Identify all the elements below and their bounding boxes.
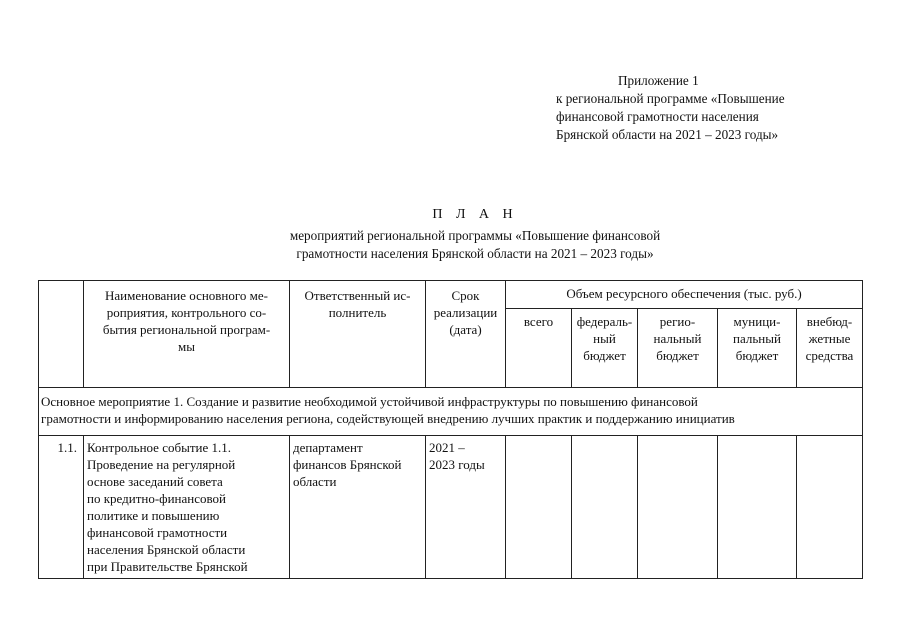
header-responsible: Ответственный ис- полнитель [290,281,426,388]
row-total [506,436,572,579]
plan-subtitle-line: мероприятий региональной программы «Повышение финансовой [289,228,661,243]
plan-title: П Л А Н [432,207,518,222]
header-name: Наименование основного ме- роприятия, контрольного со- бытия региональной програм- мы [84,281,290,388]
plan-subtitle-line: грамотности населения Брянской области на 2021 – 2023 годы» [296,246,654,261]
table-row [39,436,863,579]
header-term: Срок реализации (дата) [426,281,506,388]
row-responsible: департамент финансов Брянской области [290,436,426,579]
appendix-line: к региональной программе «Повышение [556,91,785,106]
plan-table [38,280,863,579]
section-title: Основное мероприятие 1. Создание и развитие необходимой устойчивой инфраструктуры по повышению финансовой грамотности и информированию населения региона, содействующей внедрению лучших практик и поддержанию инициатив [39,388,863,436]
plan-subtitle [0,227,905,263]
row-event: Контрольное событие 1.1. Проведение на регулярной основе заседаний совета по кредитно-финансовой политике и повышению финансовой грамотности населения Брянской области при Правительстве Брянской [84,436,290,579]
section-row [39,388,863,436]
appendix-block [556,72,856,144]
row-term: 2021 – 2023 годы [426,436,506,579]
row-regional [638,436,718,579]
header-regional: регио- нальный бюджет [638,309,718,388]
header-federal: федераль- ный бюджет [572,309,638,388]
header-num [39,281,84,388]
row-number: 1.1. [39,436,84,579]
appendix-line: финансовой грамотности населения [556,109,759,124]
header-extrabudget: внебюд- жетные средства [797,309,863,388]
appendix-line: Приложение 1 [618,73,699,88]
header-total: всего [506,309,572,388]
row-federal [572,436,638,579]
appendix-line: Брянской области на 2021 – 2023 годы» [556,127,779,142]
row-extrabudget [797,436,863,579]
table-header-row [39,281,863,309]
header-resources: Объем ресурсного обеспечения (тыс. руб.) [506,281,863,309]
row-municipal [718,436,797,579]
header-municipal: муници- пальный бюджет [718,309,797,388]
